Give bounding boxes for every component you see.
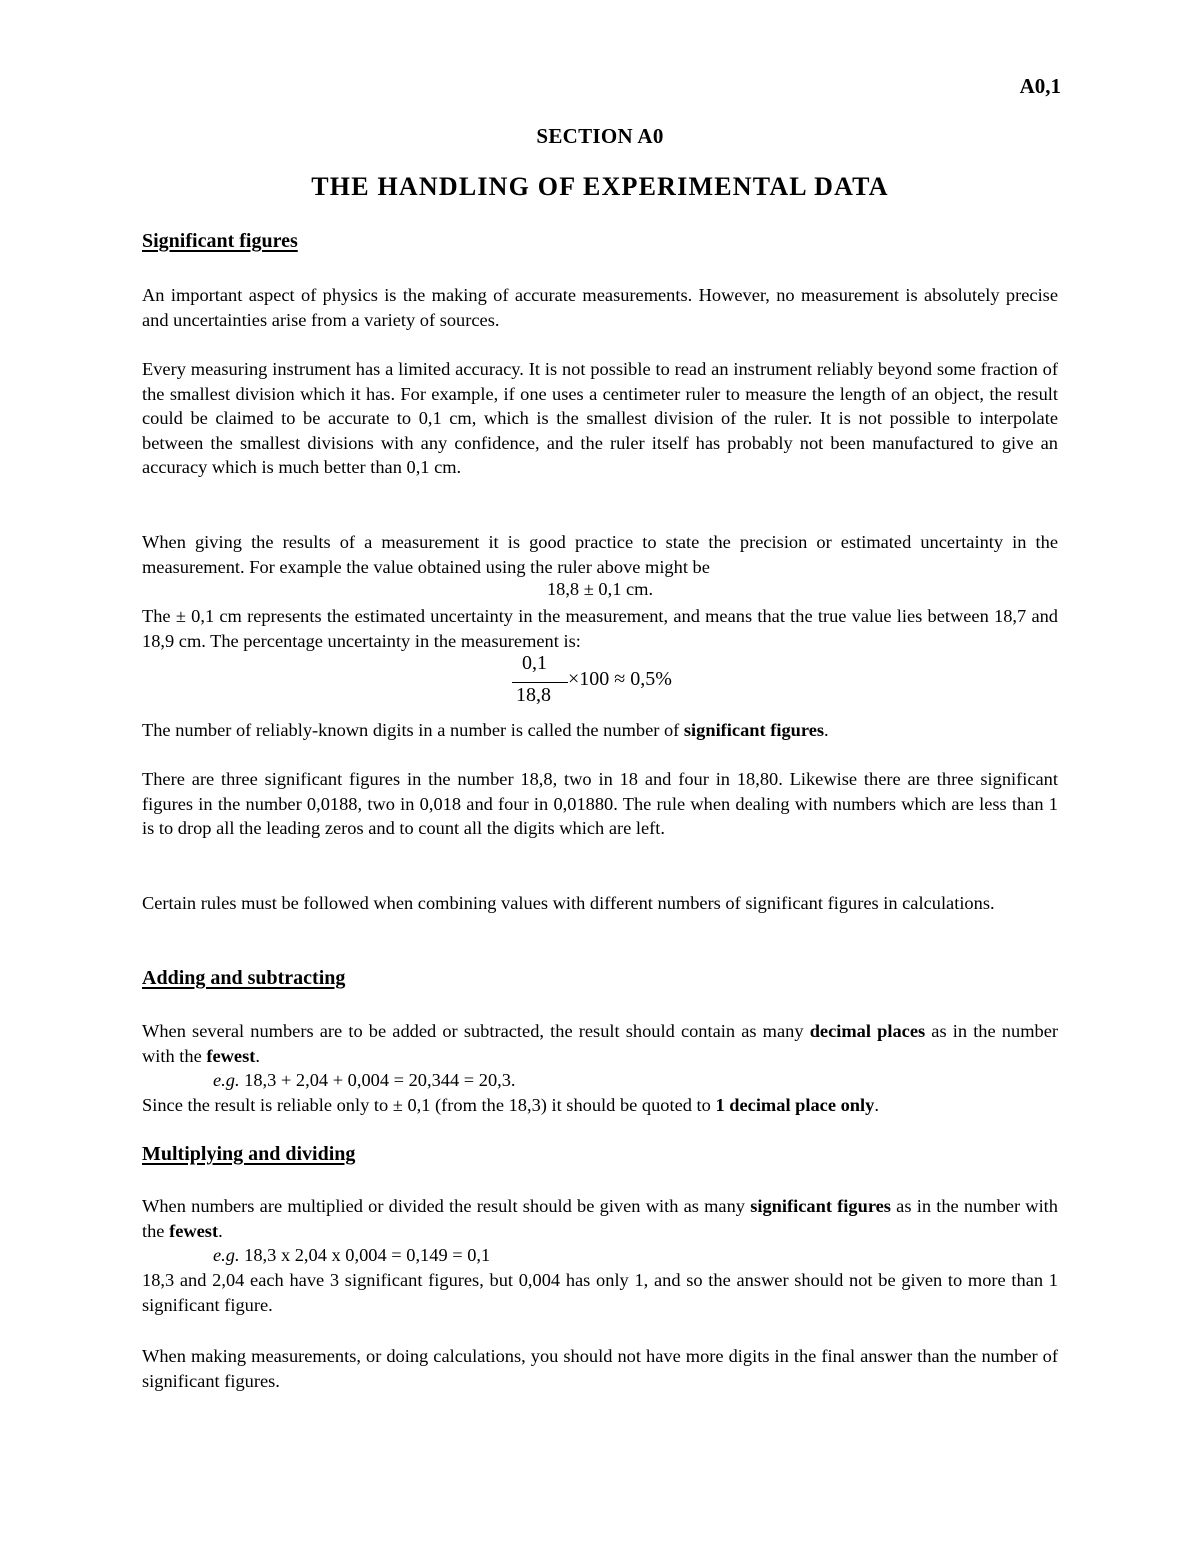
heading-significant-figures: Significant figures (142, 230, 298, 252)
multiplying-rule-end: . (218, 1220, 223, 1241)
heading-adding-subtracting: Adding and subtracting (142, 967, 346, 989)
paragraph-adding-explanation (142, 1093, 879, 1118)
measurement-value: 18,8 ± 0,1 cm. (546, 579, 654, 599)
sig-fig-definition-text: The number of reliably-known digits in a number is called the number of (142, 720, 684, 740)
paragraph-multiplying-rule (142, 1194, 1058, 1243)
sig-fig-term: significant figures (683, 720, 825, 740)
decimal-places-term: decimal places (809, 1021, 926, 1041)
adding-rule-text: When several numbers are to be added or subtracted, the result should contain as many (142, 1021, 810, 1041)
formula-numerator: 0,1 (522, 652, 547, 674)
multiplying-rule-text: When numbers are multiplied or divided the result should be given with as many (142, 1196, 751, 1216)
example-label-2: e.g. (213, 1245, 240, 1265)
sig-fig-definition-end: . (824, 720, 829, 740)
fewest-term-2: fewest (169, 1220, 219, 1241)
adding-explanation-end: . (874, 1095, 879, 1115)
adding-rule-end: . (255, 1045, 260, 1066)
multiplying-example (213, 1243, 490, 1268)
section-label: SECTION A0 (536, 124, 664, 148)
fraction-bar (512, 682, 568, 683)
formula-denominator: 18,8 (516, 684, 551, 706)
paragraph-multiplying-explanation: 18,3 and 2,04 each have 3 significant figures, but 0,004 has only 1, and so the answer should not be given to more than 1 significant figure. (142, 1270, 1058, 1315)
multiplying-rule-mid: as in the number with the (142, 1196, 1058, 1241)
adding-explanation-text: Since the result is reliable only to ± 0,1 (from the 18,3) it should be quoted to (142, 1095, 716, 1115)
adding-example (213, 1068, 516, 1093)
fewest-term: fewest (206, 1045, 256, 1066)
paragraph-sig-fig-examples: There are three significant figures in the number 18,8, two in 18 and four in 18,80. Likewise there are three significant figures in the number 0,0188, two in 0,018 and four in 0,01880. The rule when dealing with numbers which are less than 1 is to drop all the leading zeros and to count all the digits which are left. (142, 769, 1058, 839)
formula-result: ×100 ≈ 0,5% (568, 668, 672, 690)
significant-figures-term: significant figures (750, 1196, 891, 1216)
page-number: A0,1 (1019, 74, 1061, 98)
paragraph-uncertainty-meaning: The ± 0,1 cm represents the estimated uncertainty in the measurement, and means that the true value lies between 18,7 and 18,9 cm. The percentage uncertainty in the measurement is: (142, 606, 1058, 651)
adding-rule-mid: as in the number with the (142, 1021, 1058, 1066)
page-title: THE HANDLING OF EXPERIMENTAL DATA (311, 172, 889, 201)
adding-example-expression: 18,3 + 2,04 + 0,004 = 20,344 = 20,3. (239, 1070, 516, 1090)
paragraph-final-advice: When making measurements, or doing calculations, you should not have more digits in the final answer than the number of significant figures. (142, 1346, 1058, 1391)
paragraph-adding-rule (142, 1019, 1058, 1068)
percentage-formula (510, 652, 740, 712)
paragraph-stating-uncertainty: When giving the results of a measurement it is good practice to state the precision or estimated uncertainty in the measurement. For example the value obtained using the ruler above might be (142, 532, 1058, 577)
paragraph-instrument-accuracy: Every measuring instrument has a limited accuracy. It is not possible to read an instrument reliably beyond some fraction of the smallest division which it has. For example, if one uses a centimeter ruler to measure the length of an object, the result could be claimed to be accurate to 0,1 cm, which is the smallest division of the ruler. It is not possible to interpolate between the smallest divisions with any confidence, and the ruler itself has probably not been manufactured to give an accuracy which is much better than 0,1 cm. (142, 359, 1058, 478)
paragraph-combining-rules: Certain rules must be followed when combining values with different numbers of significant figures in calculations. (142, 893, 995, 913)
multiplying-example-expression: 18,3 x 2,04 x 0,004 = 0,149 = 0,1 (239, 1245, 491, 1265)
heading-multiplying-dividing: Multiplying and dividing (142, 1143, 356, 1165)
paragraph-sig-fig-definition (142, 718, 829, 743)
paragraph-intro: An important aspect of physics is the making of accurate measurements. However, no measurement is absolutely precise and uncertainties arise from a variety of sources. (142, 285, 1058, 330)
example-label: e.g. (213, 1070, 240, 1090)
decimal-place-only-term: 1 decimal place only (715, 1095, 875, 1115)
